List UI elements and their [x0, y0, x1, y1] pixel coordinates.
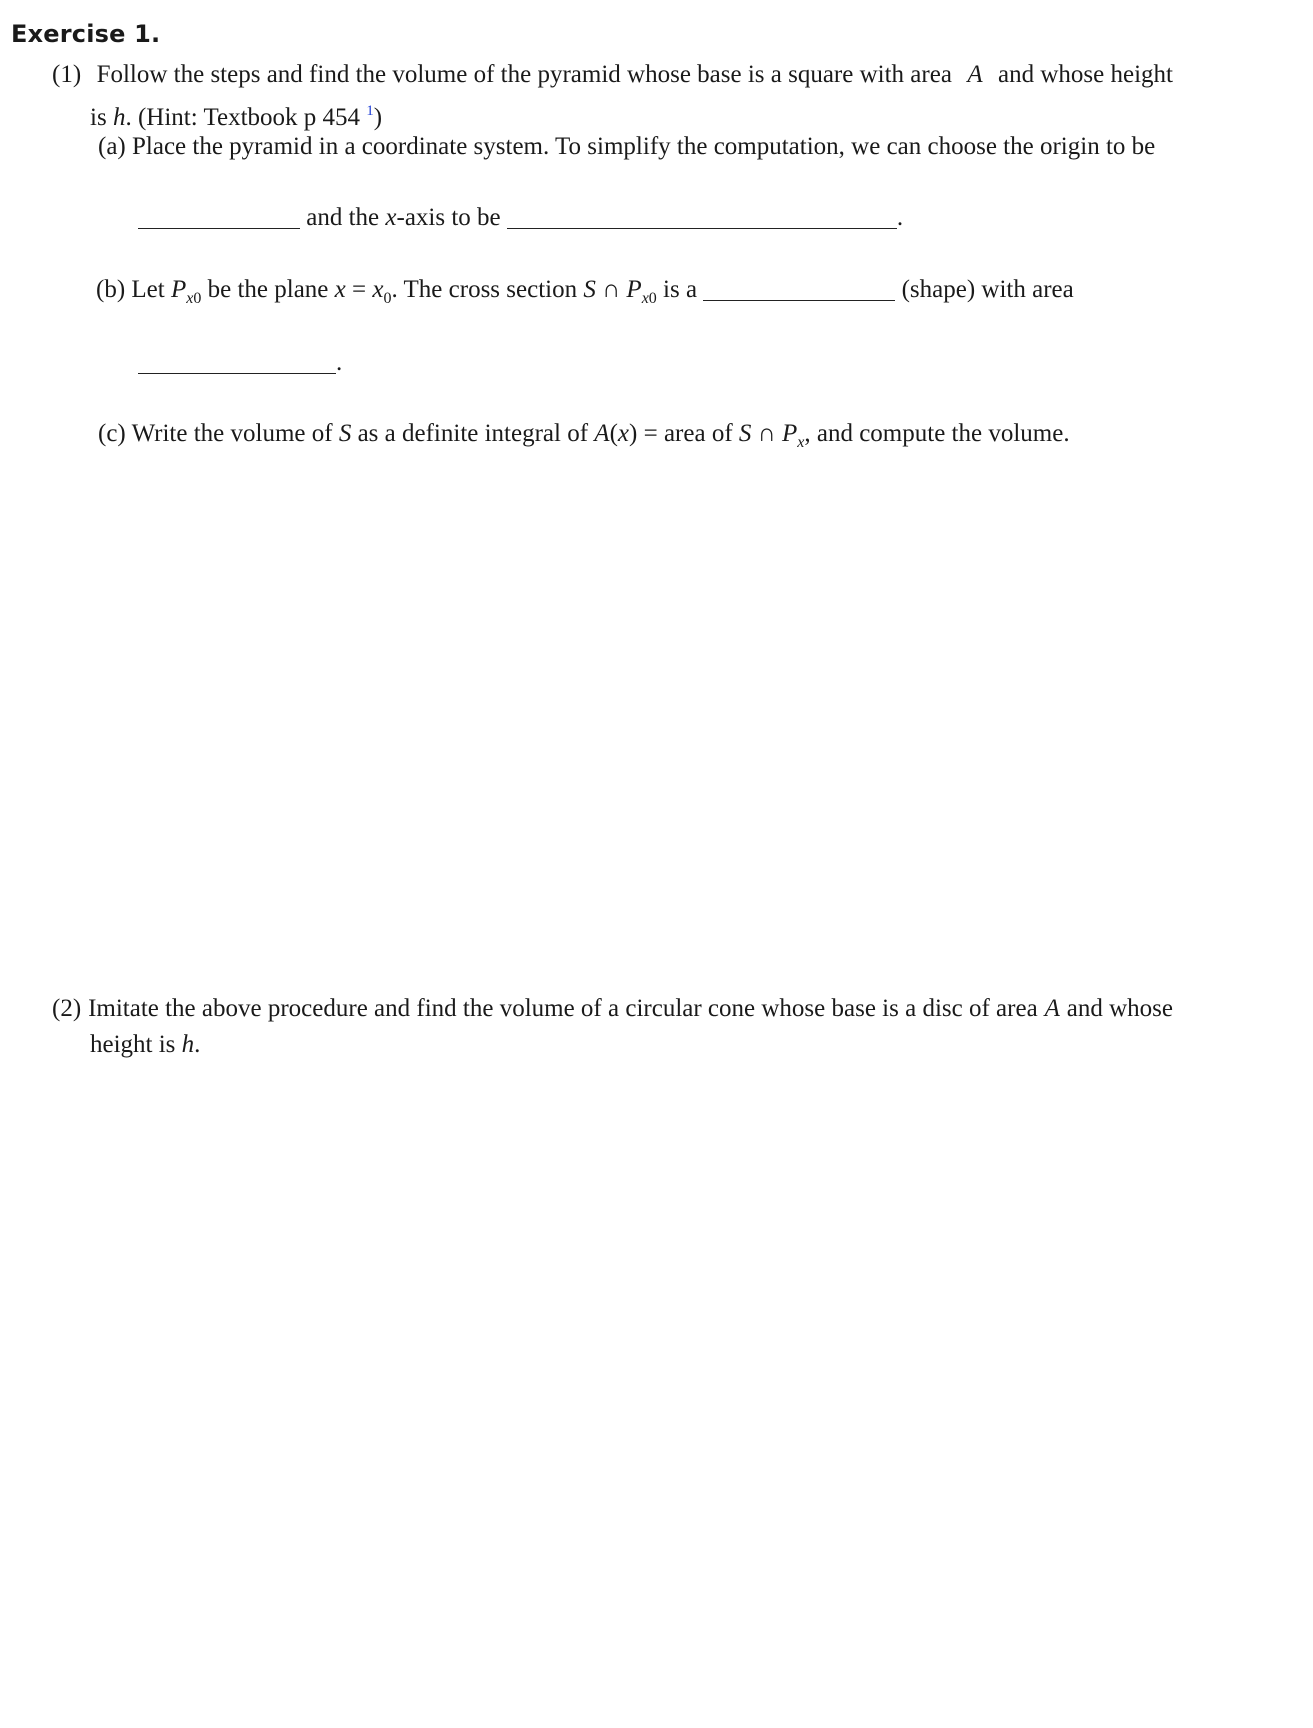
sub-0: 0 — [193, 290, 202, 307]
var-A: A — [594, 420, 610, 447]
sub-x: x — [641, 290, 649, 307]
part1a-line1 — [98, 132, 1173, 162]
exercise-title: Exercise 1. — [11, 20, 161, 48]
part1c-label: (c) — [98, 420, 126, 447]
part2-line1-b: and whose — [1066, 995, 1173, 1022]
part1b-end: . — [336, 349, 343, 376]
var-x: x — [617, 420, 630, 447]
var-h: h — [181, 1031, 195, 1058]
part2-line1-a: Imitate the above procedure and find the volume of a circular cone whose base is a disc of area — [88, 995, 1038, 1022]
var-P: P — [781, 420, 798, 447]
part2-line1 — [52, 994, 1173, 1024]
part1-line2-c: ) — [373, 104, 383, 131]
part1b-label: (b) — [96, 276, 126, 303]
part1-line2-a: is — [90, 104, 107, 131]
part1c-t2: as a definite integral of — [357, 420, 589, 447]
equals-sign: = — [352, 276, 367, 303]
paren-open: ( — [609, 420, 618, 447]
part1b-t3: . The cross section — [391, 276, 578, 303]
part2-line2-a: height is — [90, 1031, 176, 1058]
part1c-t4: , and compute the volume. — [804, 420, 1070, 447]
part1c-t1: Write the volume of — [131, 420, 333, 447]
part1c-line — [98, 419, 1070, 458]
var-S: S — [338, 420, 352, 447]
var-P: P — [170, 276, 187, 303]
part1b-line2 — [138, 348, 342, 378]
intersection-symbol: ∩ — [757, 420, 776, 447]
part2-line2 — [90, 1030, 200, 1060]
part1a-end: . — [896, 204, 904, 231]
part1b-t2: be the plane — [207, 276, 329, 303]
var-S: S — [583, 276, 596, 303]
part1-text-a: Follow the steps and find the volume of the pyramid whose base is a square with area — [96, 61, 952, 88]
part1-line1 — [52, 60, 1173, 90]
part1-text-b: and whose height — [998, 61, 1173, 88]
part1a-mid-a: and the — [306, 204, 380, 231]
part2-number: (2) — [52, 995, 82, 1022]
part1-line2-b: . (Hint: Textbook p 454 — [125, 104, 361, 131]
sub-0: 0 — [383, 290, 392, 307]
sub-x: x — [797, 434, 805, 451]
sub-0: 0 — [648, 290, 657, 307]
var-x: x — [385, 204, 397, 231]
answer-blank-shape[interactable] — [703, 278, 895, 301]
var-A: A — [1044, 995, 1060, 1022]
equals-sign: = — [643, 420, 658, 447]
answer-blank-x-axis[interactable] — [507, 206, 897, 229]
part1-line2 — [90, 96, 382, 133]
part1c-t3: area of — [663, 420, 733, 447]
part1a-mid-b: -axis to be — [396, 204, 501, 231]
part1a-label: (a) — [98, 133, 126, 160]
answer-blank-area[interactable] — [138, 351, 336, 374]
paren-close: ) — [629, 420, 638, 447]
part1b-t4: is a — [663, 276, 698, 303]
var-S: S — [738, 420, 752, 447]
answer-blank-origin[interactable] — [138, 206, 300, 229]
var-P: P — [626, 276, 642, 303]
var-x0: x — [372, 276, 384, 303]
part1a-line2 — [138, 203, 903, 233]
part1b-t5: (shape) with area — [901, 276, 1074, 303]
sub-x: x — [186, 290, 194, 307]
part1a-text: Place the pyramid in a coordinate system. To simplify the computation, we can choose the origin to be — [132, 133, 1156, 160]
var-A: A — [967, 61, 983, 88]
var-x: x — [334, 276, 346, 303]
intersection-symbol: ∩ — [602, 276, 621, 303]
part1-number: (1) — [52, 61, 82, 88]
part1b-t1: Let — [131, 276, 165, 303]
part2-line2-b: . — [194, 1031, 201, 1058]
part1b-line1 — [96, 275, 1074, 314]
footnote-link[interactable]: 1 — [366, 103, 374, 119]
var-h: h — [112, 104, 126, 131]
